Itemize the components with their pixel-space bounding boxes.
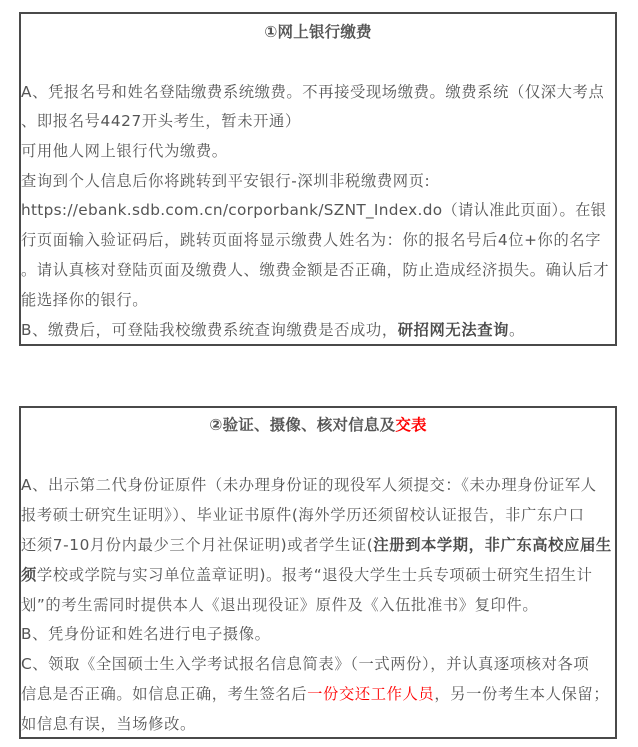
paragraph-line: 如信息有误，当场修改。 bbox=[21, 715, 196, 733]
title-prefix: ②验证、摄像、核对信息及 bbox=[209, 416, 396, 434]
text-segment: ，另一份考生本人保留； bbox=[434, 685, 610, 703]
bold-text: 注册到本学期，非广东高校应届生 bbox=[373, 536, 612, 554]
paragraph-line: A、出示第二代身份证原件（未办理身份证的现役军人须提交：《未办理身份证军人 bbox=[21, 476, 597, 494]
paragraph-line: 、即报名号4427开头考生，暂未开通） bbox=[21, 112, 301, 130]
paragraph-line: 能选择你的银行。 bbox=[21, 291, 149, 309]
bold-text: 须 bbox=[21, 566, 37, 584]
paragraph-line bbox=[21, 684, 609, 704]
section-title-online-banking: ①网上银行缴费 bbox=[264, 23, 372, 41]
paragraph-line: 划”的考生需同时提供本人《退出现役证》原件及《入伍批准书》复印件。 bbox=[21, 596, 539, 614]
online-banking-payment-box bbox=[19, 12, 617, 346]
section-title-verification bbox=[21, 415, 615, 435]
paragraph-line-b bbox=[21, 320, 525, 340]
bold-warning-text: 研招网无法查询 bbox=[397, 321, 510, 339]
paragraph-line: 可用他人网上银行代为缴费。 bbox=[21, 142, 228, 160]
text-segment: 还须7-10月份内最少三个月社保证明)或者学生证( bbox=[21, 536, 374, 554]
paragraph-line: A、凭报名号和姓名登陆缴费系统缴费。不再接受现场缴费。缴费系统（仅深大考点 bbox=[21, 83, 605, 101]
paragraph-line: 行页面输入验证码后，跳转页面将显示缴费人姓名为：你的报名号后4位+你的名字 bbox=[21, 231, 602, 249]
paragraph-line: C、领取《全国硕士生入学考试报名信息简表》（一式两份），并认真逐项核对各项 bbox=[21, 655, 590, 673]
line-b-text: B、缴费后，可登陆我校缴费系统查询缴费是否成功， bbox=[21, 321, 398, 339]
paragraph-line: 报考硕士研究生证明》）、毕业证书原件(海外学历还须留校认证报告，非广东户口 bbox=[21, 506, 585, 524]
paragraph-line: 。请认真核对登陆页面及缴费人、缴费金额是否正确，防止造成经济损失。确认后才 bbox=[21, 261, 610, 279]
paragraph-line bbox=[21, 565, 593, 585]
red-highlight-text: 一份交还工作人员 bbox=[307, 685, 435, 703]
paragraph-line bbox=[21, 535, 612, 555]
paragraph-line: 查询到个人信息后你将跳转到平安银行-深圳非税缴费网页: bbox=[21, 172, 431, 190]
paragraph-line: B、凭身份证和姓名进行电子摄像。 bbox=[21, 625, 271, 643]
title-red-highlight: 交表 bbox=[395, 416, 427, 434]
text-segment: 学校或学院与实习单位盖章证明)。报考“退役大学生士兵专项硕士研究生招生计 bbox=[36, 566, 593, 584]
text-segment: 信息是否正确。如信息正确，考生签名后 bbox=[21, 685, 308, 703]
line-b-tail: 。 bbox=[509, 321, 525, 339]
verification-photo-box bbox=[19, 406, 617, 739]
payment-url-line: https://ebank.sdb.com.cn/corporbank/SZNT_Index.do（请认准此页面）。在银 bbox=[21, 201, 607, 219]
